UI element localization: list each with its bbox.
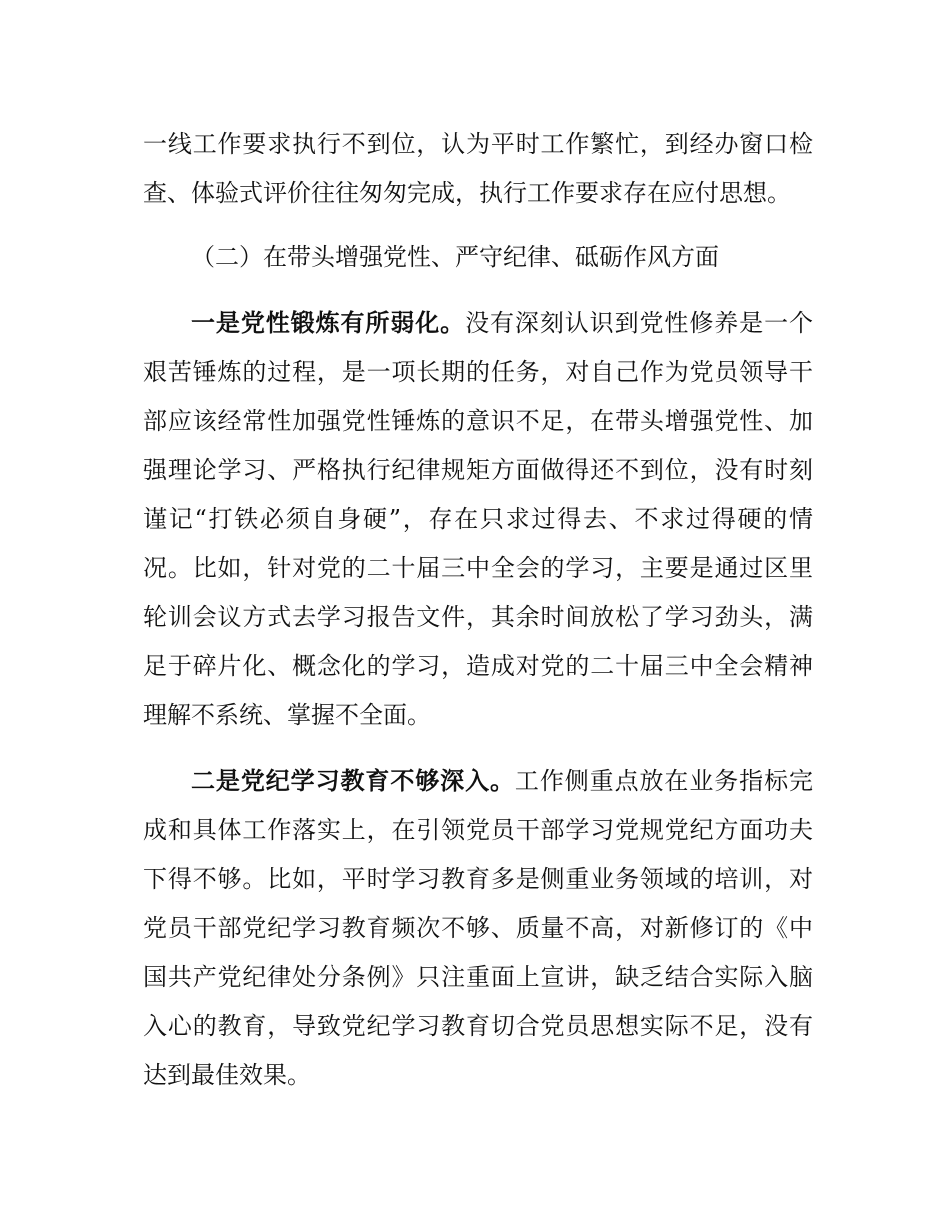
paragraph-line: 达到最佳效果。 <box>143 1061 311 1089</box>
point-lead: 一是党性锻炼有所弱化。 <box>191 309 466 337</box>
paragraph-line: 国共产党纪律处分条例》只注重面上宣讲，缺乏结合实际入脑 <box>143 963 813 991</box>
paragraph-line: 查、体验式评价往往匆匆完成，执行工作要求存在应付思想。 <box>143 179 791 207</box>
paragraph-line: 一线工作要求执行不到位，认为平时工作繁忙，到经办窗口检 <box>143 130 813 158</box>
paragraph-line: 入心的教育，导致党纪学习教育切合党员思想实际不足，没有 <box>143 1012 813 1040</box>
paragraph-line: 党员干部党纪学习教育频次不够、质量不高，对新修订的《中 <box>143 914 813 942</box>
point-lead: 二是党纪学习教育不够深入。 <box>191 767 515 795</box>
paragraph-line: 理解不系统、掌握不全面。 <box>143 701 431 729</box>
paragraph-line: 强理论学习、严格执行纪律规矩方面做得还不到位，没有时刻 <box>143 456 813 484</box>
point-first-line <box>191 764 813 798</box>
point-first-line <box>191 306 813 340</box>
point-first-line-text: 没有深刻认识到党性修养是一个 <box>465 309 813 337</box>
paragraph-line: 足于碎片化、概念化的学习，造成对党的二十届三中全会精神 <box>143 652 813 680</box>
paragraph-line: 轮训会议方式去学习报告文件，其余时间放松了学习劲头，满 <box>143 603 813 631</box>
point-first-line-text: 工作侧重点放在业务指标完 <box>514 767 813 795</box>
paragraph-line: 成和具体工作落实上，在引领党员干部学习党规党纪方面功夫 <box>143 816 813 844</box>
paragraph-line: 下得不够。比如，平时学习教育多是侧重业务领域的培训，对 <box>143 865 813 893</box>
paragraph-line: 况。比如，针对党的二十届三中全会的学习，主要是通过区里 <box>143 554 813 582</box>
paragraph-line: 部应该经常性加强党性锤炼的意识不足，在带头增强党性、加 <box>143 407 813 435</box>
section-heading: （二）在带头增强党性、严守纪律、砥砺作风方面 <box>191 243 719 271</box>
paragraph-line: 艰苦锤炼的过程，是一项长期的任务，对自己作为党员领导干 <box>143 358 813 386</box>
paragraph-line: 谨记“打铁必须自身硬”，存在只求过得去、不求过得硬的情 <box>143 505 813 533</box>
